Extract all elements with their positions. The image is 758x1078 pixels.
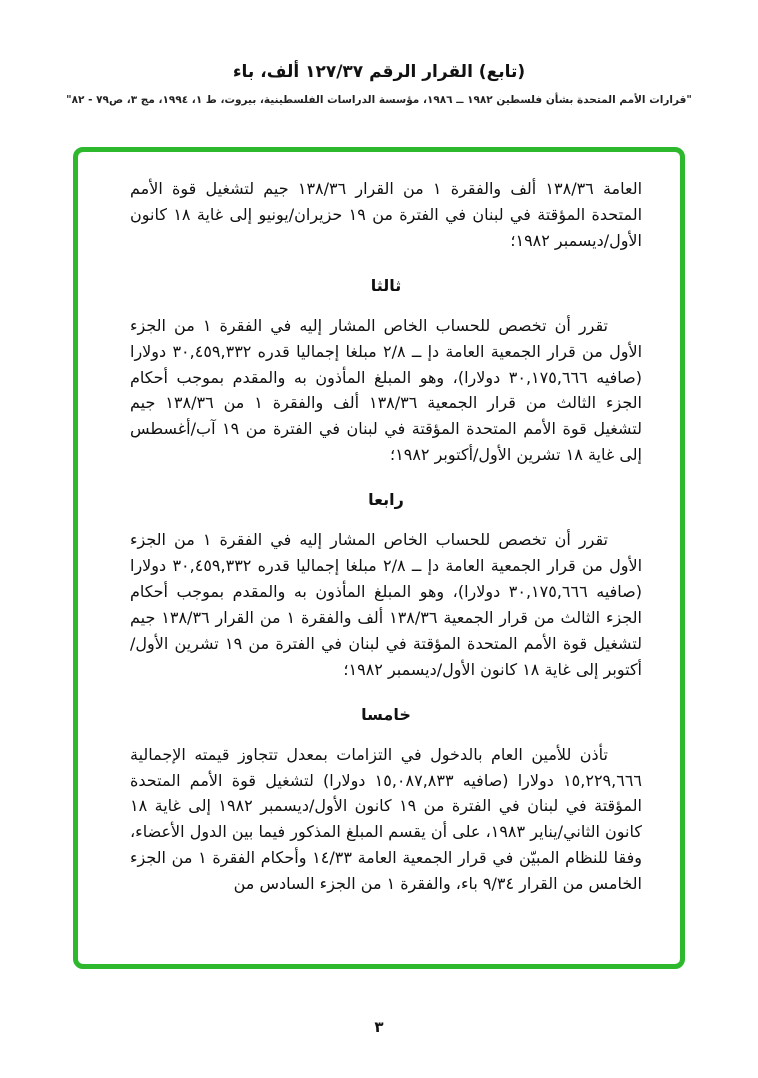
intro-paragraph: العامة ١٣٨/٣٦ ألف والفقرة ١ من القرار ١٣٨/٣٦ جيم لتشغيل قوة الأمم المتحدة المؤقتة في لبنان في الفترة من ١٩ حزيران/يونيو إلى غاية ١٨ كانون الأول/ديسمبر ١٩٨٢؛ xyxy=(130,179,643,250)
section-third xyxy=(130,276,642,468)
section-fifth xyxy=(130,705,642,897)
section-paragraph: تأذن للأمين العام بالدخول في التزامات بمعدل تتجاوز قيمته الإجمالية ١٥,٢٢٩,٦٦٦ دولارا (صافيه ١٥,٠٨٧,٨٣٣ دولارا) لتشغيل قوة الأمم المتحدة المؤقتة في لبنان في الفترة من ١٩ كانون الأول/ديسمبر ١٩٨٢ إلى غاية ١٨ كانون الثاني/يناير ١٩٨٣، على أن يقسم المبلغ المذكور فيما بين الدول الأعضاء، وفقا للنظام المبيّن في قرار الجمعية العامة ١٤/٣٣ وأحكام الفقرة ١ من الجزء الخامس من القرار ٩/٣٤ باء، والفقرة ١ من الجزء السادس من xyxy=(130,744,643,894)
page-number: ٣ xyxy=(374,1018,384,1036)
section-heading: خامسا xyxy=(361,704,411,724)
page-title: (تابع) القرار الرقم ١٢٧/٣٧ ألف، باء xyxy=(232,62,526,82)
section-paragraph: تقرر أن تخصص للحساب الخاص المشار إليه في الفقرة ١ من الجزء الأول من قرار الجمعية العامة دإ ــ ٢/٨ مبلغا إجماليا قدره ٣٠,٤٥٩,٣٣٢ دولارا (صافيه ٣٠,١٧٥,٦٦٦ دولارا)، وهو المبلغ المأذون به والمقدم بموجب أحكام الجزء الثالث من قرار الجمعية ١٣٨/٣٦ ألف والفقرة ١ من ١٣٨/٣٦ جيم لتشغيل قوة الأمم المتحدة المؤقتة في لبنان في الفترة من ١٩ آب/أغسطس إلى غاية ١٨ تشرين الأول/أكتوبر ١٩٨٢؛ xyxy=(130,315,643,465)
document-header xyxy=(0,62,758,106)
section-heading: ثالثا xyxy=(370,275,402,295)
section-fourth xyxy=(130,490,642,682)
section-heading: رابعا xyxy=(368,490,404,510)
source-citation: "قرارات الأمم المتحدة بشأن فلسطين ١٩٨٢ ــ ١٩٨٦، مؤسسة الدراسات الفلسطينية، بيروت، ط ١، ١٩٩٤، مج ٣، ص٧٩ - ٨٢" xyxy=(66,94,692,106)
section-paragraph: تقرر أن تخصص للحساب الخاص المشار إليه في الفقرة ١ من الجزء الأول من قرار الجمعية العامة دإ ــ ٢/٨ مبلغا إجماليا قدره ٣٠,٤٥٩,٣٣٢ دولارا (صافيه ٣٠,١٧٥,٦٦٦ دولارا)، وهو المبلغ المأذون به والمقدم بموجب أحكام الجزء الثالث من قرار الجمعية ١٣٨/٣٦ ألف والفقرة ١ من القرار ١٣٨/٣٦ جيم لتشغيل قوة الأمم المتحدة المؤقتة في لبنان في الفترة من ١٩ تشرين الأول/أكتوبر إلى غاية ١٨ كانون الأول/ديسمبر ١٩٨٢؛ xyxy=(130,530,643,679)
content-border-box xyxy=(73,147,685,969)
